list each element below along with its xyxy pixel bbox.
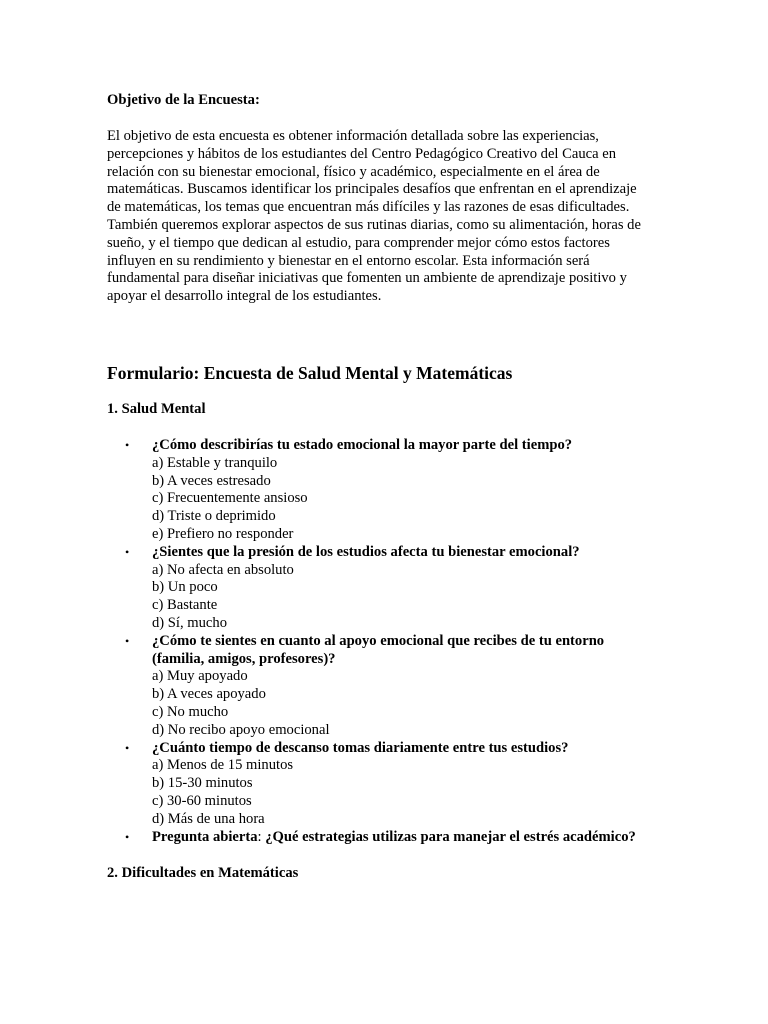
question-text: ¿Cómo te sientes en cuanto al apoyo emocional que recibes de tu entorno [152, 632, 605, 649]
bullet-icon: • [125, 438, 130, 452]
open-question-item [107, 829, 687, 847]
objective-line: apoyar el desarrollo integral de los estudiantes. [107, 288, 382, 305]
question-item [107, 544, 687, 633]
question-text: ¿Cuánto tiempo de descanso tomas diariamente entre tus estudios? [152, 739, 569, 756]
objective-line: También queremos explorar aspectos de sus rutinas diarias, como su alimentación, horas de [107, 216, 641, 233]
objective-line: influyen en su rendimiento y bienestar en el entorno escolar. Esta información será [107, 252, 590, 269]
open-question-text: ¿Qué estrategias utilizas para manejar el estrés académico? [265, 828, 636, 845]
answer-option: c) No mucho [152, 703, 229, 720]
question-text: ¿Cómo describirías tu estado emocional la mayor parte del tiempo? [152, 437, 573, 453]
answer-option: b) Un poco [152, 579, 218, 596]
objective-paragraph [107, 128, 667, 306]
answer-option: a) No afecta en absoluto [152, 561, 294, 578]
open-question-separator: : [257, 828, 266, 845]
bullet-icon: • [125, 740, 130, 755]
objective-line: matemáticas. Buscamos identificar los principales desafíos que enfrentan en el aprendizaje [107, 181, 637, 198]
objective-line: El objetivo de esta encuesta es obtener información detallada sobre las experiencias, [107, 128, 599, 144]
open-question-label: Pregunta abierta [152, 828, 258, 845]
objective-line: de matemáticas, los temas que encuentran más difíciles y las razones de esas dificultades. [107, 199, 630, 216]
answer-option: b) 15-30 minutos [152, 775, 253, 792]
question-item [107, 740, 687, 829]
objective-line: relación con su bienestar emocional, físico y académico, especialmente en el área de [107, 163, 600, 180]
answer-option: b) A veces estresado [152, 472, 271, 489]
answer-option: a) Estable y tranquilo [152, 454, 278, 471]
question-item [107, 437, 687, 544]
answer-option: b) A veces apoyado [152, 686, 266, 703]
bullet-icon: • [125, 633, 130, 648]
answer-option: c) Frecuentemente ansioso [152, 490, 308, 507]
question-item [107, 633, 687, 740]
answer-option: d) Más de una hora [152, 810, 265, 827]
bullet-icon: • [125, 829, 130, 844]
answer-option: d) No recibo apoyo emocional [152, 721, 330, 738]
answer-option: e) Prefiero no responder [152, 525, 294, 542]
answer-option: c) Bastante [152, 597, 218, 614]
section-heading-mental-health: 1. Salud Mental [107, 401, 206, 417]
form-title: Formulario: Encuesta de Salud Mental y Matemáticas [107, 363, 513, 383]
objective-line: sueño, y el tiempo que dedican al estudio, para comprender mejor cómo estos factores [107, 234, 610, 251]
objective-title: Objetivo de la Encuesta: [107, 92, 260, 108]
answer-option: d) Triste o deprimido [152, 508, 276, 525]
objective-line: percepciones y hábitos de los estudiantes del Centro Pedagógico Creativo del Cauca en [107, 145, 617, 162]
answer-option: d) Sí, mucho [152, 614, 227, 631]
question-text: ¿Sientes que la presión de los estudios afecta tu bienestar emocional? [152, 543, 580, 560]
answer-option: c) 30-60 minutos [152, 792, 252, 809]
answer-option: a) Muy apoyado [152, 668, 248, 685]
section-heading-math-difficulties: 2. Dificultades en Matemáticas [107, 865, 299, 881]
objective-line: fundamental para diseñar iniciativas que fomenten un ambiente de aprendizaje positivo y [107, 270, 627, 287]
bullet-icon: • [125, 544, 130, 559]
answer-option: a) Menos de 15 minutos [152, 757, 294, 774]
question-text-continued: (familia, amigos, profesores)? [152, 650, 336, 667]
question-list [107, 437, 687, 846]
